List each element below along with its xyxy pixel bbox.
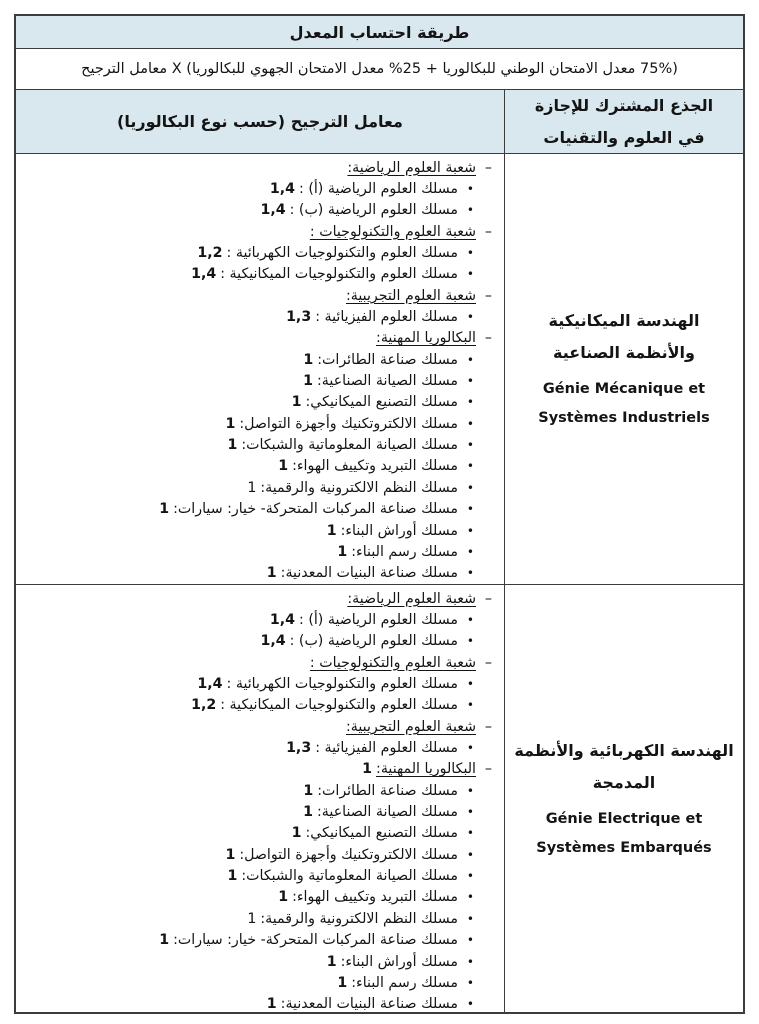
program-name-french: Génie Mécanique et Systèmes Industriels [538,381,710,426]
track-item [16,930,504,951]
branch-heading-label: شعبة العلوم التجريبية: [346,718,476,735]
bullet-marker: • [466,523,474,538]
track-item-label: مسلك العلوم والتكنولوجيات الكهربائية : [226,245,458,262]
bullet-marker: • [466,741,474,756]
coefficient-value: 1 [291,825,302,842]
bullet-marker: • [466,310,474,325]
bullet-marker: • [466,826,474,841]
track-item-label: مسلك التبريد وتكييف الهواء: [292,458,458,475]
branch-heading-label: شعبة العلوم التجريبية: [346,287,476,304]
track-item-label: مسلك أوراش البناء: [340,953,458,970]
track-item-label: مسلك صناعة الطائرات: [317,782,458,799]
coefficient-value: 1 [291,394,302,411]
track-item-label: مسلك التصنيع الميكانيكي: [305,394,458,411]
coefficient-value: 1,4 [269,181,296,198]
coefficient-value: 1 [225,846,236,863]
track-item [16,541,504,562]
branch-heading [16,588,504,609]
dash-marker: – [484,330,492,347]
dash-marker: – [484,654,492,671]
dash-marker: – [484,159,492,176]
coefficient-list-mechanical [16,154,504,584]
bullet-marker: • [466,805,474,820]
bullet-marker: • [466,634,474,649]
grade-calculation-table [14,14,745,1014]
bullet-marker: • [466,246,474,261]
branch-heading-label: شعبة العلوم والتكنولوجيات : [309,654,476,671]
track-item [16,456,504,477]
coefficient-value: 1 [227,437,238,454]
branch-heading-label: البكالوريا المهنية: [376,330,476,347]
dash-marker: – [484,287,492,304]
branch-heading-label: شعبة العلوم الرياضية: [347,159,476,176]
bullet-marker: • [466,544,474,559]
track-item [16,200,504,221]
coefficient-value: 1 [278,889,289,906]
track-item-label: مسلك رسم البناء: [351,543,458,560]
column-header-common-core: الجذع المشترك للإجازة في العلوم والتقنيات [504,90,743,153]
track-item [16,242,504,263]
track-item [16,737,504,758]
coefficient-value: 1 [303,373,314,390]
track-item [16,631,504,652]
track-item-label: مسلك رسم البناء: [351,974,458,991]
bullet-marker: • [466,566,474,581]
track-item-label: مسلك صناعة المركبات المتحركة- خيار: سيارات: [173,932,458,949]
coefficient-value: 1,2 [197,245,223,262]
coefficient-value: 1 [266,996,277,1012]
bullet-marker: • [466,438,474,453]
track-item [16,908,504,929]
bullet-marker: • [466,975,474,990]
track-item [16,306,504,327]
track-item-label: مسلك العلوم والتكنولوجيات الميكانيكية : [220,266,458,283]
track-item [16,434,504,455]
bullet-marker: • [466,395,474,410]
track-item-label: مسلك الالكتروتكنيك وأجهزة التواصل: [239,846,458,863]
track-item [16,264,504,285]
program-cell-electrical [504,585,743,1012]
track-item-label: مسلك العلوم الفيزيائية : [315,309,458,326]
track-item-label: مسلك التبريد وتكييف الهواء: [292,889,458,906]
bullet-marker: • [466,783,474,798]
track-item [16,865,504,886]
branch-heading [16,328,504,349]
track-item-label: مسلك الصيانة المعلوماتية والشبكات: [241,868,458,885]
bullet-marker: • [466,847,474,862]
bullet-marker: • [466,698,474,713]
coefficient-value: 1 [266,565,277,582]
track-item [16,951,504,972]
coefficient-value: 1 [303,804,314,821]
track-item-label: مسلك الصيانة الصناعية: [317,373,458,390]
bullet-marker: • [466,911,474,926]
coefficient-value: 1,4 [260,202,286,219]
track-item-label: مسلك صناعة المركبات المتحركة- خيار: سيارات: [173,501,458,518]
bullet-marker: • [466,890,474,905]
table-row-mechanical-engineering [16,154,743,585]
coefficient-value: 1 [303,351,314,368]
track-item [16,392,504,413]
coefficient-value: 1 [362,761,373,778]
bullet-marker: • [466,267,474,282]
coefficient-value: 1 [326,522,337,539]
track-item [16,887,504,908]
bullet-marker: • [466,613,474,628]
track-item-label: مسلك أوراش البناء: [340,522,458,539]
track-item-label: مسلك النظم الالكترونية والرقمية: [260,479,458,496]
coefficient-value: 1 [278,458,289,475]
coefficient-value: 1,3 [286,740,312,757]
track-item [16,801,504,822]
bullet-marker: • [466,677,474,692]
coefficient-value: 1,2 [191,697,217,714]
track-item-label: مسلك العلوم والتكنولوجيات الكهربائية : [226,676,458,693]
bullet-marker: • [466,459,474,474]
coefficient-value: 1 [225,415,236,432]
track-item-label: مسلك العلوم والتكنولوجيات الميكانيكية : [220,697,458,714]
track-item [16,673,504,694]
track-item-label: مسلك العلوم الفيزيائية : [315,740,458,757]
coefficient-value: 1,4 [191,266,217,283]
track-item-label: مسلك العلوم الرياضية (ب) : [289,633,458,650]
track-item-label: مسلك صناعة الطائرات: [317,351,458,368]
track-item [16,994,504,1012]
track-item-label: مسلك الالكتروتكنيك وأجهزة التواصل: [239,415,458,432]
coefficient-value: 1,3 [286,309,312,326]
dash-marker: – [484,718,492,735]
coefficient-value: 1 [303,782,314,799]
coefficient-value: 1 [227,868,238,885]
branch-heading-label: شعبة العلوم والتكنولوجيات : [309,223,476,240]
track-item [16,823,504,844]
track-item [16,349,504,370]
dash-marker: – [484,590,492,607]
program-cell-mechanical [504,154,743,584]
track-item [16,178,504,199]
branch-heading-label: البكالوريا المهنية: [376,761,476,778]
branch-heading [16,285,504,306]
column-header-weighting-coefficient: معامل الترجيح (حسب نوع البكالوريا) [16,90,504,153]
track-item-label: مسلك الصيانة الصناعية: [317,804,458,821]
branch-heading-label: شعبة العلوم الرياضية: [347,590,476,607]
coefficient-list-electrical [16,585,504,1012]
bullet-marker: • [466,352,474,367]
coefficient-value: 1,4 [197,676,223,693]
track-item [16,370,504,391]
track-item [16,780,504,801]
bullet-marker: • [466,869,474,884]
bullet-marker: • [466,997,474,1012]
branch-heading [16,221,504,242]
track-item-label: مسلك صناعة البنيات المعدنية: [280,996,458,1012]
table-row-electrical-engineering [16,585,743,1012]
track-item [16,520,504,541]
bullet-marker: • [466,480,474,495]
bullet-marker: • [466,416,474,431]
bullet-marker: • [466,182,474,197]
branch-heading [16,652,504,673]
branch-heading [16,716,504,737]
coefficient-value: 1 [326,953,337,970]
coefficient-value: 1 [337,543,348,560]
track-item-label: مسلك العلوم الرياضية (ب) : [289,202,458,219]
track-item [16,609,504,630]
coefficient-value: 1,4 [269,612,296,629]
branch-heading [16,759,504,780]
program-name-arabic: الهندسة الميكانيكية والأنظمة الصناعية [548,311,700,362]
bullet-marker: • [466,954,474,969]
track-item [16,695,504,716]
dash-marker: – [484,223,492,240]
coefficient-value: 1 [159,501,170,518]
track-item-label: مسلك العلوم الرياضية (أ) : [299,612,458,629]
coefficient-value: 1 [247,479,257,496]
track-item-label: مسلك التصنيع الميكانيكي: [305,825,458,842]
track-item-label: مسلك العلوم الرياضية (أ) : [299,181,458,198]
track-item [16,563,504,584]
bullet-marker: • [466,203,474,218]
coefficient-value: 1 [337,974,348,991]
program-name-french: Génie Electrique et Systèmes Embarqués [536,810,712,856]
formula-text: (75% معدل الامتحان الوطني للبكالوريا + 25% معدل الامتحان الجهوي للبكالوريا) X معامل الترجيح [16,49,743,90]
coefficient-value: 1,4 [260,633,286,650]
coefficient-value: 1 [247,910,257,927]
bullet-marker: • [466,502,474,517]
coefficient-value: 1 [159,932,170,949]
column-header-row [16,90,743,154]
track-item-label: مسلك الصيانة المعلوماتية والشبكات: [241,437,458,454]
bullet-marker: • [466,933,474,948]
program-name-arabic: الهندسة الكهربائية والأنظمة المدمجة [514,740,734,792]
track-item [16,499,504,520]
bullet-marker: • [466,374,474,389]
track-item [16,413,504,434]
track-item [16,477,504,498]
dash-marker: – [484,761,492,778]
table-title: طريقة احتساب المعدل [16,16,743,49]
track-item-label: مسلك صناعة البنيات المعدنية: [280,565,458,582]
track-item [16,844,504,865]
track-item-label: مسلك النظم الالكترونية والرقمية: [260,910,458,927]
branch-heading [16,157,504,178]
track-item [16,972,504,993]
